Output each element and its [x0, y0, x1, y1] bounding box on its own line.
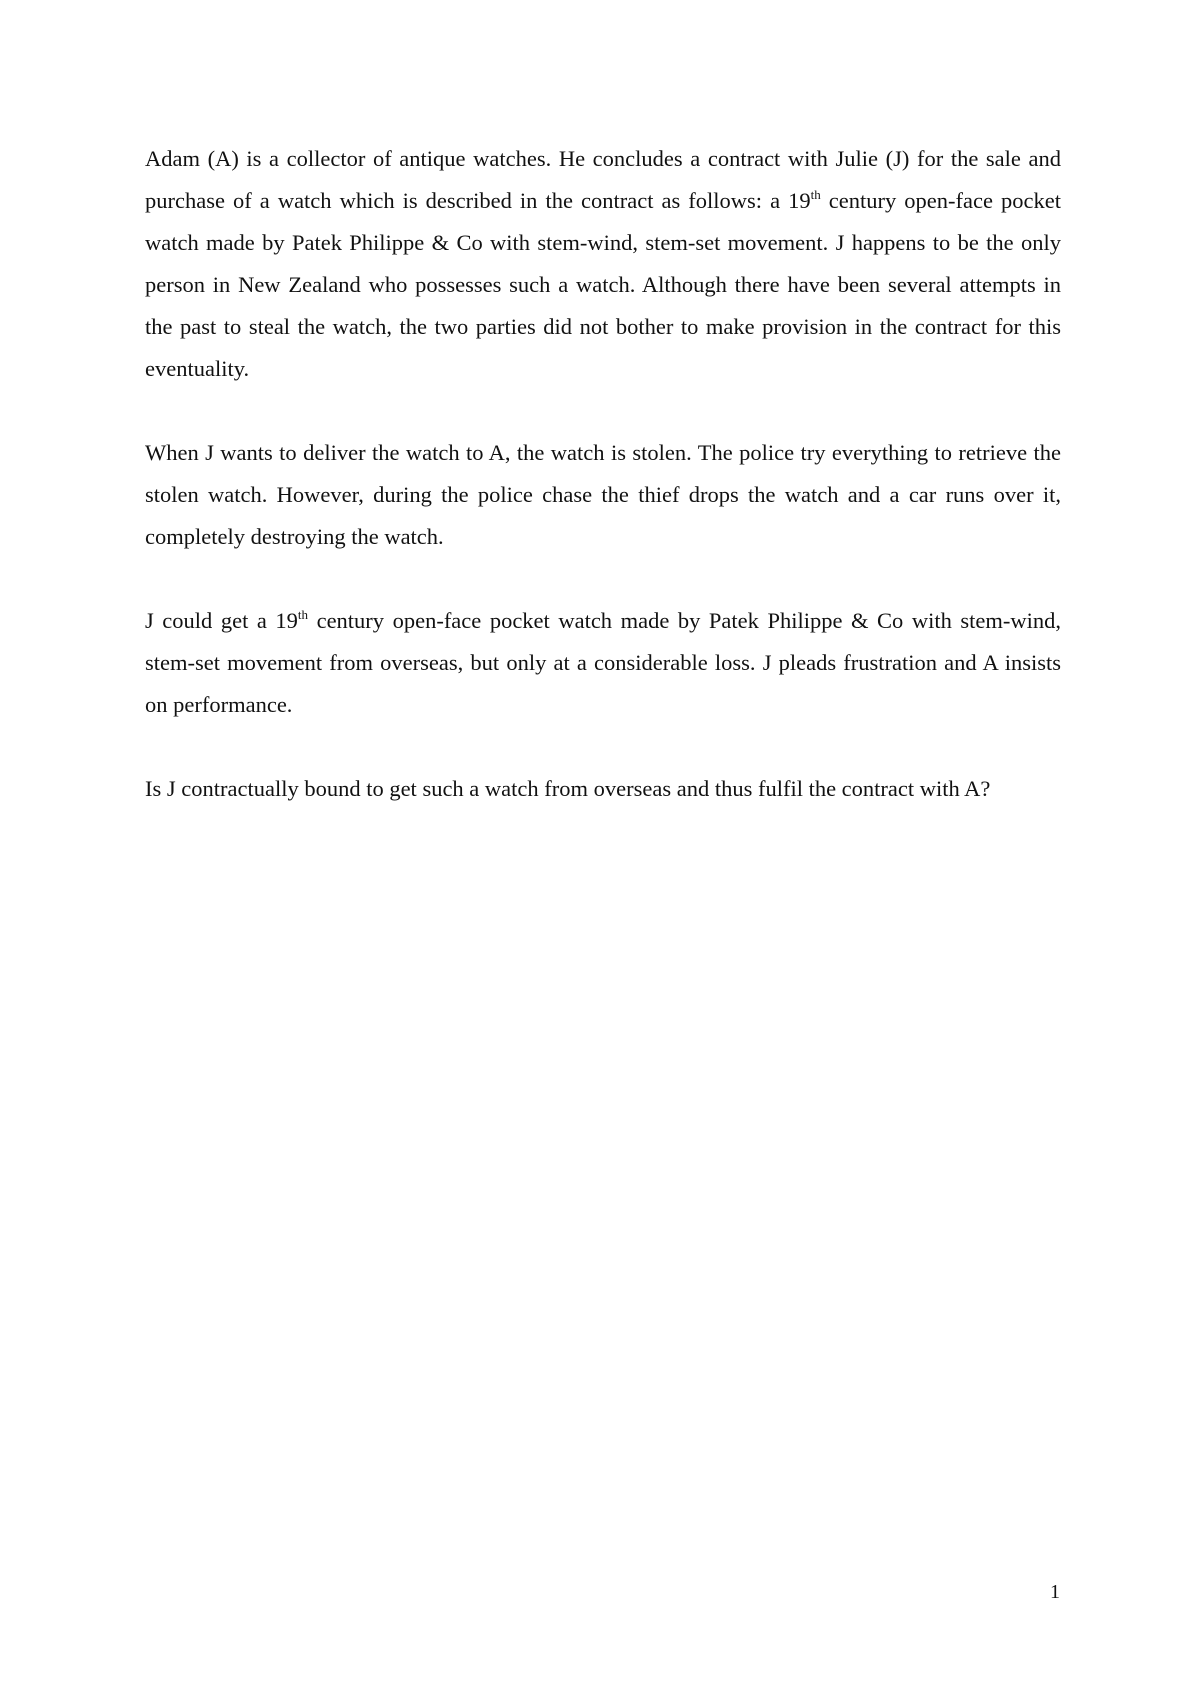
paragraph-text: When J wants to deliver the watch to A, the watch is stolen. The police try everything to retrieve the stolen watch. However, during the police chase the thief drops the watch and a car runs over it, completely destroying the watch.	[145, 440, 1061, 549]
paragraph-text: Is J contractually bound to get such a watch from overseas and thus fulfil the contract with A?	[145, 776, 991, 801]
ordinal-suffix: th	[297, 607, 309, 622]
paragraph-text: century open-face pocket watch made by Patek Philippe & Co with stem-wind, stem-set movement. J happens to be the only person in New Zealand who possesses such a watch. Although there have been several attempts in the past to steal the watch, the two parties did not bother to make provision in the contract for this eventuality.	[145, 188, 1062, 381]
document-body	[145, 138, 1061, 852]
ordinal-suffix: th	[810, 187, 821, 202]
paragraph-text: Adam (A) is a collector of antique watches. He concludes a contract with Julie (J) for the sale and purchase of a watch which is described in the contract as follows: a 19	[145, 146, 1061, 213]
paragraph-contract-description	[145, 138, 1061, 390]
paragraph-text: century open-face pocket watch made by Patek Philippe & Co with stem-wind, stem-set movement from overseas, but only at a considerable loss. J pleads frustration and A insists on performance.	[145, 608, 1062, 717]
paragraph-text: J could get a 19	[145, 608, 298, 633]
paragraph-question	[145, 768, 1061, 810]
paragraph-frustration	[145, 600, 1061, 726]
page-number: 1	[1050, 1581, 1060, 1603]
paragraph-theft	[145, 432, 1061, 558]
